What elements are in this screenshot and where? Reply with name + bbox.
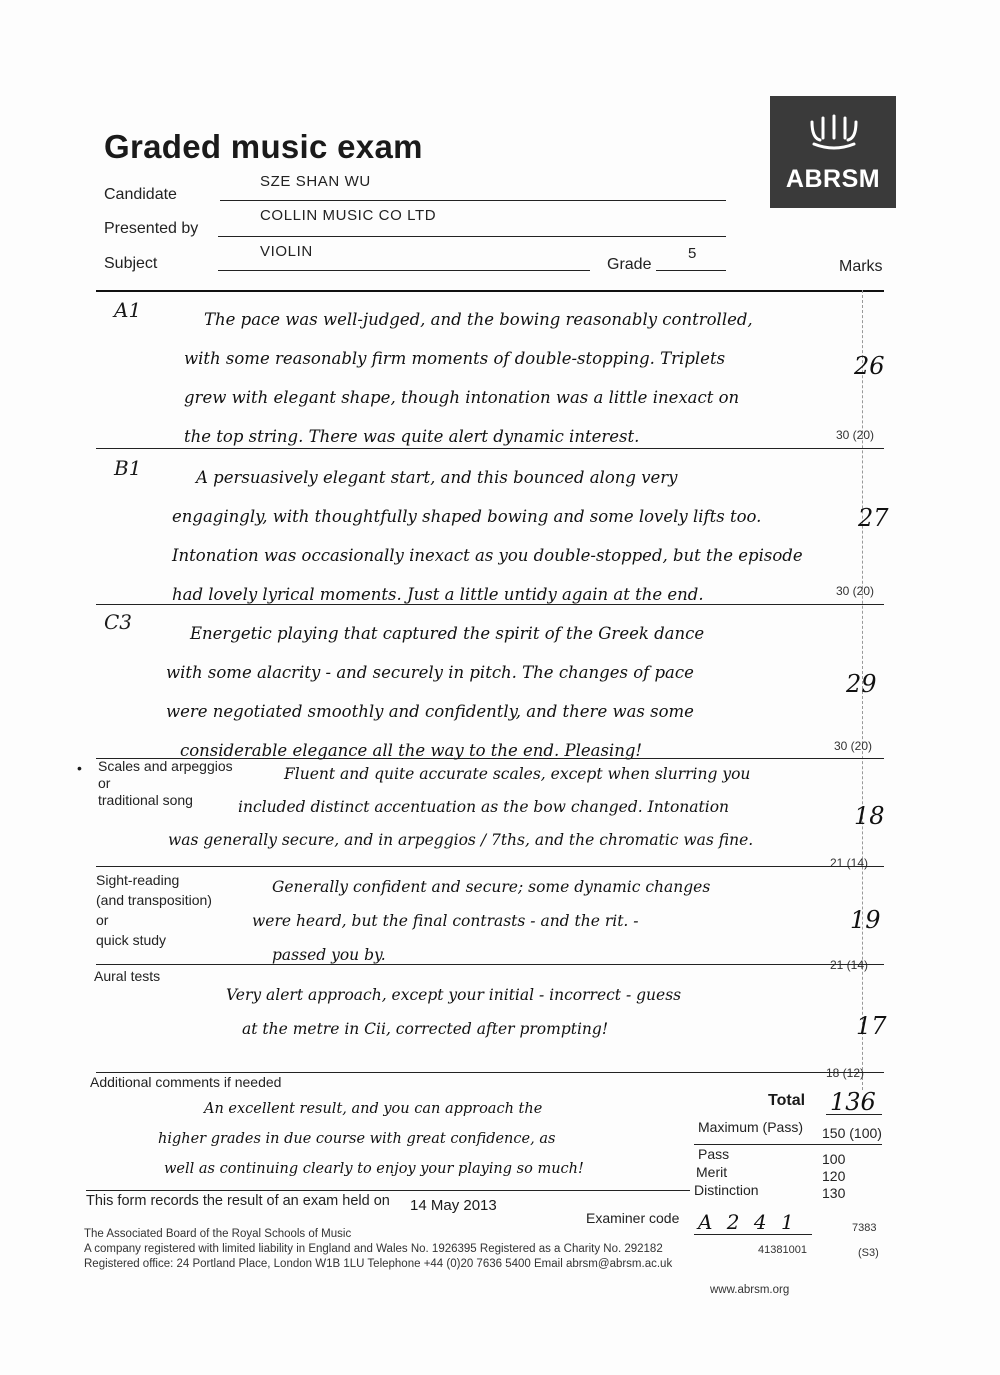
version-code: (S3) [858,1247,879,1259]
total-underline [826,1114,882,1115]
comment-line: A persuasively elegant start, and this bounced along very [196,468,678,487]
bullet-icon: • [77,760,82,776]
comment-line: at the metre in Cii, corrected after prompting! [242,1020,609,1038]
mark-value: 27 [858,504,889,532]
candidate-underline [220,200,726,201]
comment-line: with some reasonably firm moments of double-stopping. Triplets [184,349,726,368]
comment-line: had lovely lyrical moments. Just a little untidy again at the end. [172,585,704,604]
exam-date: 14 May 2013 [410,1197,497,1214]
website: www.abrsm.org [710,1284,790,1296]
additional-label: Additional comments if needed [90,1074,282,1090]
subject-value: VIOLIN [260,243,313,260]
section-label: C3 [104,610,133,634]
grade-value: 5 [688,245,697,262]
pass-label: Pass [698,1146,730,1162]
page-title: Graded music exam [104,128,423,165]
header-divider [96,290,884,292]
comment-line: included distinct accentuation as the bow changed. Intonation [238,798,730,816]
candidate-label: Candidate [104,186,177,203]
max-marks: 21 (14) [830,856,869,870]
examiner-comment [244,870,844,972]
label-line: or [96,912,109,928]
distinction-value: 130 [822,1185,846,1201]
mark-value: 18 [854,802,885,830]
section-label [96,870,212,950]
comment-line: Fluent and quite accurate scales, except when slurring you [284,765,751,783]
section-divider [96,448,884,449]
board-office: Registered office: 24 Portland Place, London W1B 1LU Telephone +44 (0)20 7636 5400 Email abrsm@abrsm.ac.uk [84,1258,673,1270]
section-divider [96,1072,884,1073]
label-line: (and transposition) [96,892,212,908]
max-pass-label: Maximum (Pass) [698,1119,804,1135]
examiner-underline [694,1234,812,1235]
section-label [94,968,160,985]
grade-underline [656,270,726,271]
mark-value: 19 [850,906,881,934]
merit-label: Merit [696,1164,728,1180]
examiner-label: Examiner code [586,1210,680,1226]
merit-value: 120 [822,1168,846,1184]
label-line: or [98,775,111,791]
max-marks: 30 (20) [836,428,875,442]
comment-line: Intonation was occasionally inexact as you double-stopped, but the episode [172,546,803,565]
max-marks: 21 (14) [830,958,869,972]
comment-line: The pace was well-judged, and the bowing reasonably controlled, [204,310,753,329]
board-registration: A company registered with limited liability in England and Wales No. 1926395 Registered as a Charity No. 292182 [84,1243,663,1255]
section-divider [96,964,884,965]
section-label: B1 [114,456,142,480]
label-line: quick study [96,932,167,948]
mark-value: 26 [854,352,885,380]
section-divider [96,604,884,605]
serial-code: 41381001 [758,1244,807,1256]
comment-line: An excellent result, and you can approach the [204,1101,543,1117]
logo-text: ABRSM [785,165,881,193]
label-line: Scales and arpeggios [98,758,233,774]
max-pass-value: 150 (100) [822,1125,882,1141]
comment-line: Very alert approach, except your initial - incorrect - guess [226,986,682,1004]
total-label: Total [768,1092,806,1109]
presented-label: Presented by [104,220,199,237]
comment-line: higher grades in due course with great confidence, as [158,1131,556,1147]
examiner-comment [166,614,846,770]
section-label: A1 [114,298,142,322]
max-marks: 18 (12) [826,1066,865,1080]
mark-value: 29 [846,670,877,698]
examiner-comment [226,978,846,1046]
comment-line: were heard, but the final contrasts - and the rit. - [252,912,639,930]
marks-label: Marks [839,258,883,275]
examiner-comment [172,458,848,614]
section-divider [96,866,884,867]
comment-line: engagingly, with thoughtfully shaped bowing and some lovely lifts too. [172,507,762,526]
subject-label: Subject [104,255,158,272]
label-line: Sight-reading [96,872,180,888]
presented-value: COLLIN MUSIC CO LTD [260,207,437,224]
comment-line: Energetic playing that captured the spirit of the Greek dance [190,624,705,643]
abrsm-logo [770,96,896,208]
comment-line: the top string. There was quite alert dynamic interest. [184,427,640,446]
grade-label: Grade [607,256,652,273]
comment-line: well as continuing clearly to enjoy your playing so much! [164,1161,584,1177]
comment-line: Generally confident and secure; some dynamic changes [272,878,711,896]
form-code: 7383 [852,1222,877,1234]
comment-line: grew with elegant shape, though intonation was a little inexact on [184,388,740,407]
candidate-value: SZE SHAN WU [260,173,371,190]
pass-value: 100 [822,1151,846,1167]
mark-value: 17 [856,1012,887,1040]
max-pass-divider [694,1144,882,1145]
board-name: The Associated Board of the Royal Schools of Music [84,1228,352,1240]
comment-line: was generally secure, and in arpeggios / 7ths, and the chromatic was fine. [168,831,754,849]
max-marks: 30 (20) [834,739,873,753]
max-marks: 30 (20) [836,584,875,598]
subject-underline [218,270,590,271]
comment-line: were negotiated smoothly and confidently, and there was some [166,702,694,721]
exam-held-topline [86,1190,690,1191]
label-line: Aural tests [94,968,161,984]
crown-icon [806,114,862,154]
comment-line: with some alacrity - and securely in pitch. The changes of pace [166,663,694,682]
section-label [98,758,233,809]
comment-line: considerable elegance all the way to the end. Pleasing! [180,741,643,760]
total-value: 136 [830,1088,876,1116]
exam-held-label: This form records the result of an exam held on [86,1193,390,1209]
examiner-comment [168,758,850,857]
examiner-comment [184,300,844,456]
examiner-code: A 2 4 1 [698,1210,798,1234]
presented-underline [218,236,726,237]
comment-line: passed you by. [272,946,386,964]
label-line: traditional song [98,792,193,808]
distinction-label: Distinction [694,1182,759,1198]
additional-comment [158,1094,706,1184]
